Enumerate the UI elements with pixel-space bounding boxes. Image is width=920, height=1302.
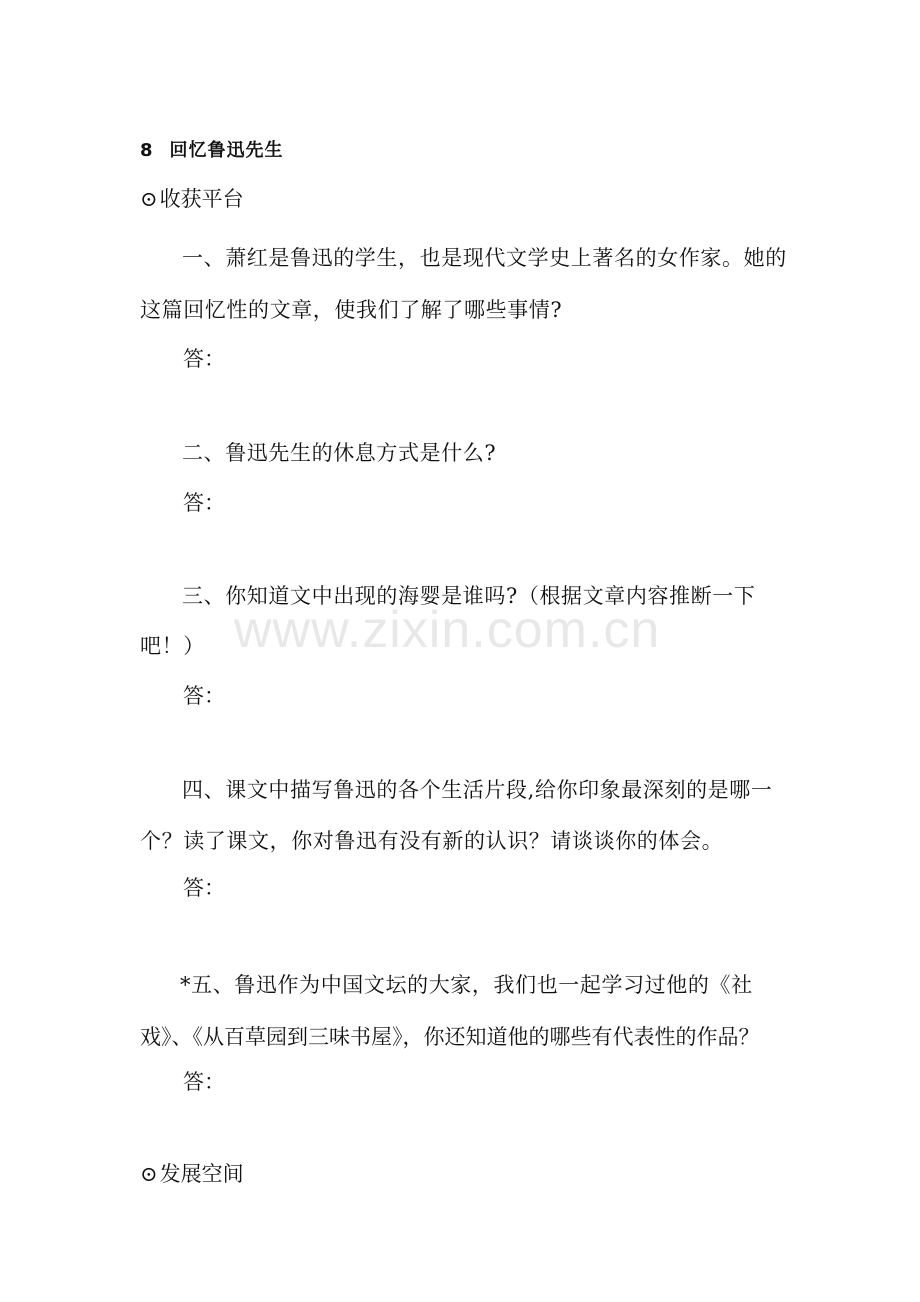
watermark: www.zixin.com.cn (234, 601, 661, 659)
answer-label: 答： (183, 1070, 225, 1094)
section-label: 发展空间 (159, 1162, 244, 1186)
question-5-line-1: *五、鲁迅作为中国文坛的大家，我们也一起学习过他的《社 (180, 973, 753, 997)
question-1-line-2: 这篇回忆性的文章，使我们了解了哪些事情? (140, 298, 563, 322)
question-5-line-2: 戏》、《从百草园到三味书屋》，你还知道他的哪些有代表性的作品？ (140, 1025, 760, 1049)
circle-dot-icon: ⊙ (140, 187, 158, 211)
question-2-line-1: 二、鲁迅先生的休息方式是什么? (182, 441, 497, 465)
question-3-line-1: 三、你知道文中出现的海婴是谁吗?（根据文章内容推断一下 (182, 584, 756, 608)
question-1-line-1: 一、萧红是鲁迅的学生，也是现代文学史上著名的女作家。她的 (182, 246, 787, 270)
question-4-line-2: 个？读了课文，你对鲁迅有没有新的认识？请谈谈你的体会。 (140, 829, 724, 853)
answer-label: 答： (183, 876, 225, 900)
question-4-line-1: 四、课文中描写鲁迅的各个生活片段,给你印象最深刻的是哪一 (182, 778, 773, 802)
lesson-number: 8 (140, 140, 154, 161)
section-heading-harvest (140, 183, 244, 213)
circle-dot-icon: ⊙ (140, 1162, 158, 1186)
lesson-title-text: 回忆鲁迅先生 (169, 140, 284, 161)
lesson-title (140, 136, 284, 162)
answer-label: 答： (183, 347, 225, 371)
answer-label: 答： (183, 684, 225, 708)
question-3-line-2: 吧！） (140, 634, 205, 658)
answer-label: 答： (183, 491, 225, 515)
section-heading-development (140, 1158, 244, 1188)
section-label: 收获平台 (159, 187, 244, 211)
